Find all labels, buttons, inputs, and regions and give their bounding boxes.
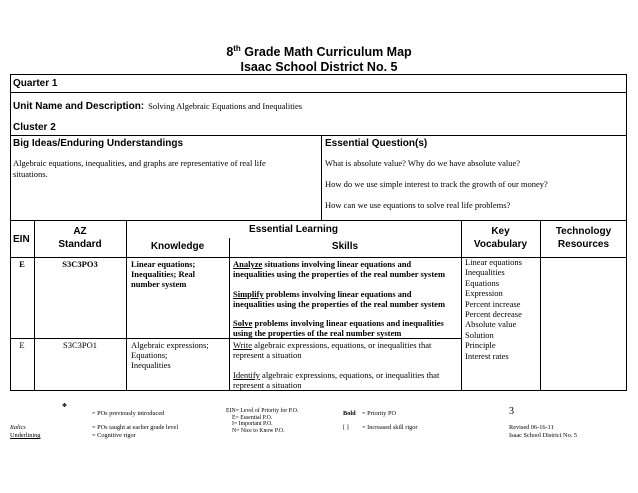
revision-date: Revised 06-16-11 [509,424,554,431]
footer-district: Isaac School District No. 5 [509,432,578,439]
vocab-item: Expression [465,288,503,299]
essential-question-1: What is absolute value? Why do we have absolute value? [325,158,521,168]
vocab-item: Solution [465,329,494,340]
divider [10,135,627,136]
row1-ein: E [19,259,25,269]
key-vocabulary-list [465,257,522,361]
legend-previously-introduced: = POs previously introduced [92,410,165,417]
legend-priority-po: = Priority PO [362,410,396,417]
divider [10,220,627,221]
row2-knowledge-line1: Algebraic expressions; [131,340,209,350]
column-essential-learning: Essential Learning [249,224,338,235]
column-key-line1: Key [491,226,510,237]
district-title: Isaac School District No. 5 [240,60,398,74]
row2-skill2-line2: represent a situation [233,380,302,390]
big-ideas-text-line2: situations. [13,169,48,179]
vocab-item: Percent increase [465,298,521,309]
column-technology-line2: Resources [557,239,610,250]
row2-skill1-line2: represent a situation [233,350,302,360]
essential-question-3: How can we use equations to solve real life problems? [325,200,511,210]
vocab-item: Inequalities [465,267,505,278]
asterisk-symbol: * [62,402,67,413]
vocab-item: Interest rates [465,350,509,361]
row2-skill1-line1: Write algebraic expressions, equations, or inequalities that [233,340,432,350]
row1-skill1-line2: inequalities using the properties of the real number system [233,269,446,279]
row2-knowledge-line3: Inequalities [131,360,171,370]
divider [10,257,627,258]
document-title: 8th Grade Math Curriculum Map [226,44,412,60]
legend-italics-label: Italics [10,424,26,431]
row1-skill3-line2: using the properties of the real number system [233,328,402,338]
divider [229,238,230,391]
quarter-label: Quarter 1 [13,78,58,89]
legend-increased-rigor: = Increased skill rigor [362,424,418,431]
row1-standard: S3C3PO3 [62,259,98,269]
column-ein: EIN [13,234,30,245]
legend-bold-label: Bold [343,410,356,417]
cluster-label: Cluster 2 [13,122,56,133]
row2-skill2-line1: Identify algebraic expressions, equations, or inequalities that [233,370,440,380]
column-key-line2: Vocabulary [473,239,528,250]
divider [321,135,322,220]
column-az-line2: Standard [58,239,102,250]
legend-underlining-label: Underlining [10,432,41,439]
vocab-item: Principle [465,340,496,351]
column-knowledge: Knowledge [150,241,205,252]
big-ideas-text-line1: Algebraic equations, inequalities, and graphs are representative of real life [13,158,266,168]
row1-skill1-line1: Analyze situations involving linear equations and [233,259,412,269]
vocab-item: Absolute value [465,319,517,330]
row2-ein: E [19,340,25,350]
legend-brackets-label: [ ] [343,424,349,431]
unit-description: Unit Name and Description: Solving Algebraic Equations and Inequalities [13,101,303,112]
vocab-item: Equations [465,277,499,288]
vocab-item: Linear equations [465,257,522,267]
column-skills: Skills [331,241,359,252]
row1-skill3-line1: Solve problems involving linear equations and inequalities [233,318,444,328]
essential-question-2: How do we use simple interest to track the growth of our money? [325,179,548,189]
divider [10,92,627,93]
row1-knowledge-line2: Inequalities; Real [131,269,195,279]
big-ideas-heading: Big Ideas/Enduring Understandings [13,138,184,149]
vocab-item: Percent decrease [465,309,522,320]
row1-skill2-line1: Simplify problems involving linear equations and [233,289,412,299]
legend-ein-levels: EIN= Level of Priority for P.O. E= Essential P.O. I= Important P.O. N= Nice to Know P.O. [226,408,299,434]
row2-knowledge-line2: Equations; [131,350,168,360]
row1-skill2-line2: inequalities using the properties of the real number system [233,299,446,309]
row2-standard: S3C3PO1 [62,340,97,350]
page-number: 3 [509,406,514,417]
legend-earlier-grade: = POs taught at earlier grade level [92,424,179,431]
column-az-line1: AZ [73,226,87,237]
row1-knowledge-line1: Linear equations; [131,259,196,269]
essential-questions-heading: Essential Question(s) [325,138,428,149]
legend-cognitive-rigor: = Cognitive rigor [92,432,136,439]
column-technology-line1: Technology [555,226,612,237]
row1-knowledge-line3: number system [131,279,187,289]
